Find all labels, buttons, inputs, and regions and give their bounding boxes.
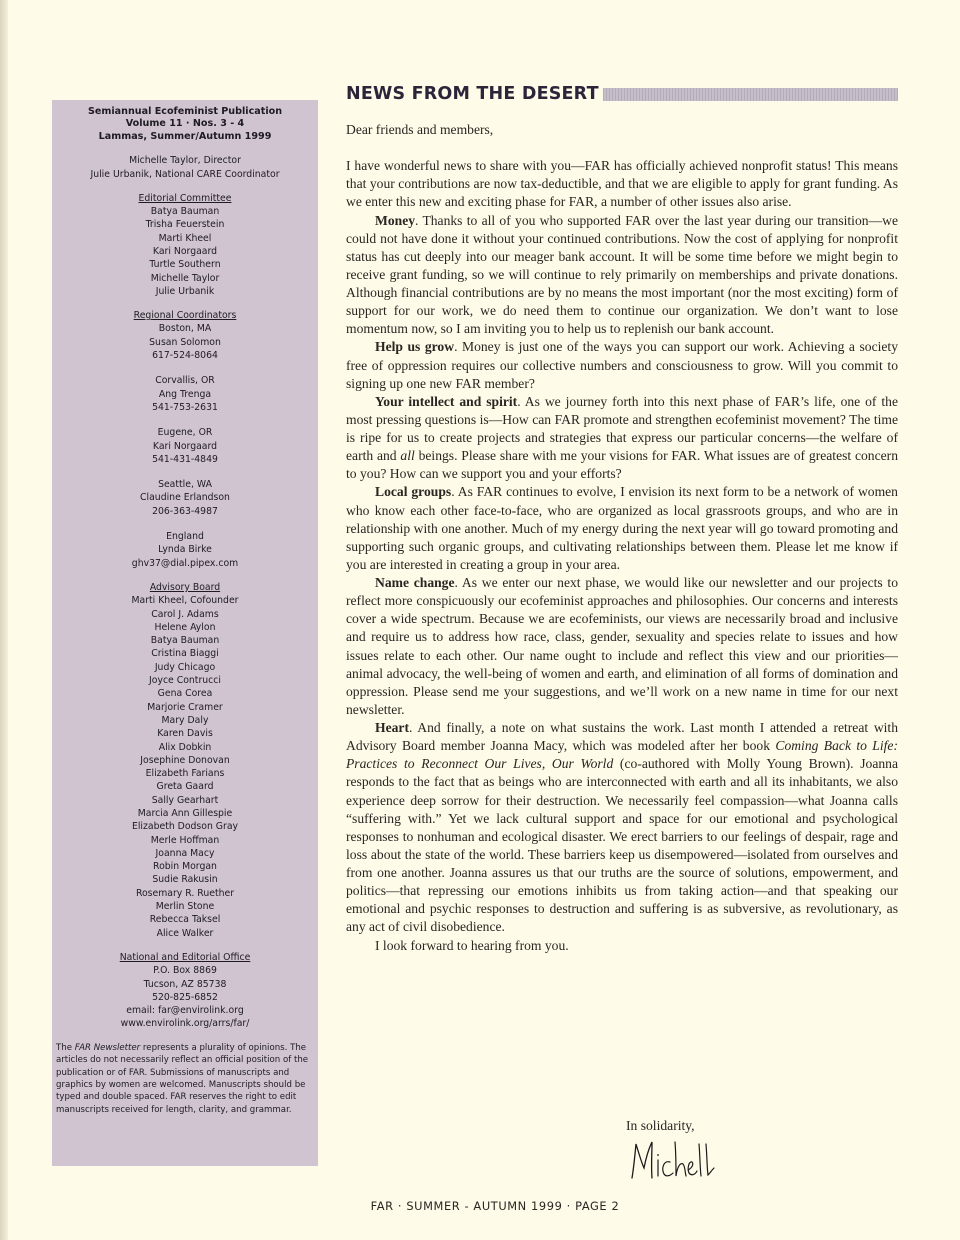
- region-phone: 206-363-4987: [152, 505, 218, 517]
- signoff: In solidarity,: [626, 1118, 695, 1133]
- article-title: NEWS FROM THE DESERT: [346, 82, 603, 106]
- region-place: England: [166, 531, 204, 543]
- paragraph-local-groups: [346, 483, 898, 574]
- office-heading: National and Editorial Office: [119, 951, 251, 963]
- board-member: Karen Davis: [157, 728, 213, 740]
- staff-coordinator: Julie Urbanik, National CARE Coordinator: [90, 168, 280, 180]
- editorial-committee-list: [52, 205, 318, 298]
- paragraph-lead: Name change: [375, 575, 455, 590]
- editorial-disclaimer: [52, 1042, 318, 1116]
- board-member: Carol J. Adams: [151, 608, 219, 620]
- paragraph-grow: [346, 338, 898, 392]
- advisory-board-heading: Advisory Board: [149, 581, 221, 593]
- board-member: Elizabeth Farians: [145, 768, 225, 780]
- board-member: Mary Daly: [161, 714, 209, 726]
- disclaimer-prefix: The: [56, 1042, 75, 1053]
- board-member: Marti Kheel, Cofounder: [131, 595, 239, 607]
- region-email: ghv37@dial.pipex.com: [131, 557, 239, 569]
- disclaimer-newsletter-name: FAR Newsletter: [74, 1042, 141, 1053]
- paragraph-text: . As we enter our next phase, we would like our newsletter and our projects to reflect more conspicuously our ecofeminist approaches and philosophies. Our concerns and interests cover a wide spectrum. Because we are ecofeminists, our views are necessarily broad and inclusive and require us to address how race, class, gender, sexuality and species relate to issues and how issues relate to each other. Our name ought to include and reflect this view and our priorities—animal advocacy, the well-being of women and earth, and elimination of all forms of domination and oppression. Please send me your suggestions, and we’ll work on a new name in time for our next newsletter.: [346, 575, 898, 717]
- article-banner: [346, 82, 898, 106]
- paragraph-lead: Help us grow: [375, 339, 455, 355]
- paragraph-text: . Thanks to all of you who supported FAR over the last year during our transition—we could not have done it without your continued contributions. Now the cost of applying for nonprofit status has cut deeply into our meager bank account. It will be some time before we might begin to receive grant funding, so we will continue to rely primarily on memberships and private donations. Although financial contributions are by no means the most important (nor the most exciting) form of support for our work, we do need them to continue our organization. We don’t want to lose momentum now, so I am inviting you to help us to replenish our bank account.: [346, 212, 898, 337]
- emphasis-all: all: [400, 448, 415, 464]
- staff-director: Michelle Taylor, Director: [129, 155, 241, 167]
- publication-type: Semiannual Ecofeminist Publication: [87, 106, 283, 117]
- board-member: Joyce Contrucci: [149, 675, 221, 687]
- board-member: Batya Bauman: [150, 635, 220, 647]
- committee-member: Julie Urbanik: [155, 285, 215, 297]
- board-member: Merle Hoffman: [150, 834, 220, 846]
- region-phone: 541-753-2631: [152, 401, 218, 413]
- paragraph-lead: Money: [375, 212, 416, 228]
- disclaimer-text: represents a plurality of opinions. The articles do not necessarily reflect an official position of the publication or of FAR. Submissions of manuscripts and graphics by women are welcomed. Manuscripts should be typed and double spaced. FAR reserves the right to edit manuscripts received for length, clarity, and grammar.: [56, 1042, 309, 1115]
- paragraph-text: . As we journey forth into this next phase of FAR’s life, one of the most pressing questions is—How can FAR promote and strengthen ecofeminist movement? The time is ripe for us to create projects and strategies that express our particular concerns—the welfare of earth and: [346, 393, 899, 464]
- book-title: Coming Back to Life: Practices to Reconnect Our Lives, Our World: [346, 738, 898, 772]
- issue-season: Lammas, Summer/Autumn 1999: [98, 130, 272, 142]
- committee-member: Trisha Feuerstein: [145, 219, 225, 231]
- region-corvallis: [52, 374, 318, 414]
- page-footer: FAR · SUMMER - AUTUMN 1999 · PAGE 2: [370, 1199, 620, 1213]
- office-website: www.envirolink.org/arrs/far/: [120, 1018, 250, 1030]
- board-member: Alice Walker: [156, 927, 214, 939]
- paragraph-money: [346, 212, 898, 339]
- region-contact: Kari Norgaard: [152, 440, 218, 452]
- staff-list: [52, 154, 318, 181]
- region-seattle: [52, 478, 318, 518]
- salutation: Dear friends and members,: [346, 122, 494, 137]
- handwritten-signature: [628, 1138, 718, 1184]
- region-place: Boston, MA: [158, 323, 212, 335]
- board-member: Cristina Biaggi: [151, 648, 219, 660]
- paragraph-text: . And finally, a note on what sustains the work. Last month I attended a retreat with Advisory Board member Joanna Macy, which was modeled after her book: [346, 720, 898, 754]
- board-member: Rosemary R. Ruether: [135, 887, 235, 899]
- office-address: [52, 964, 318, 1030]
- paragraph-lead: Your intellect and spirit: [375, 393, 518, 409]
- committee-member: Batya Bauman: [150, 206, 220, 218]
- masthead: [52, 100, 318, 143]
- board-member: Sally Gearhart: [151, 794, 219, 806]
- board-member: Merlin Stone: [155, 901, 215, 913]
- closing-line: I look forward to hearing from you.: [375, 937, 569, 953]
- board-member: Rebecca Taksel: [149, 914, 221, 926]
- board-member: Marjorie Cramer: [147, 701, 223, 713]
- region-place: Seattle, WA: [158, 479, 212, 491]
- masthead-sidebar: [52, 100, 318, 1166]
- paragraph-text: . As FAR continues to evolve, I envision its next form to be a network of women who know each other face-to-face, who are organized as local grassroots groups, and who are in relationship with one another. Much of my energy during the next year will go toward promoting and supporting such organic groups, and cultivating relationships between them. Please let me know if you are interested in creating a group in your area.: [346, 484, 898, 572]
- page-edge: [0, 0, 8, 1240]
- paragraph-text: beings. Please share with me your visions for FAR. What issues are of greatest concern to you? How can we support you and your efforts?: [346, 448, 898, 482]
- paragraph-text: (co-authored with Molly Young Brown). Joanna responds to the fact that as beings who are interconnected with earth and all its inhabitants, we also experience deep sorrow for their destruction. We necessarily feel compassion—what Joanna calls “suffering with.” Yet we lack cultural support and space for our emotional and psychological responses to nonhuman and ecological disaster. We erect barriers to our feelings of despair, rage and loss about the state of the world. These barriers keep us disempowered—isolated from ourselves and from one another. Joanna assures us that our truths are the source of solutions, empowerment, and politics—that repressing our emotions inhibits us from taking action—and that speaking our emotional and psychic responses to destruction and suffering is as subversive, as revolutionary, as any act of civil disobedience.: [346, 756, 898, 935]
- committee-member: Kari Norgaard: [152, 246, 218, 257]
- article: [346, 82, 898, 955]
- board-member: Alix Dobkin: [158, 741, 212, 753]
- board-member: Josephine Donovan: [140, 754, 230, 766]
- region-place: Corvallis, OR: [155, 375, 215, 387]
- board-member: Gena Corea: [157, 688, 213, 700]
- board-member: Judy Chicago: [154, 661, 216, 673]
- paragraph-intro: I have wonderful news to share with you—FAR has officially achieved nonprofit status! This means that your contributions are now tax-deductible, and that we are eligible to apply for grant funding. As we enter this new and exciting phase for FAR, a number of other issues also arise.: [346, 158, 898, 210]
- region-phone: 541-431-4849: [152, 453, 218, 465]
- region-eugene: [52, 426, 318, 466]
- committee-member: Marti Kheel: [158, 232, 212, 244]
- board-member: Greta Gaard: [156, 781, 214, 793]
- office-phone: 520-825-6852: [152, 991, 218, 1003]
- board-member: Joanna Macy: [155, 847, 215, 859]
- paragraph-heart: [346, 719, 898, 937]
- paragraph-lead: Heart: [375, 720, 409, 735]
- board-member: Sudie Rakusin: [152, 874, 218, 886]
- committee-member: Michelle Taylor: [150, 272, 220, 284]
- office-po-box: P.O. Box 8869: [153, 965, 217, 977]
- volume-number: Volume 11 · Nos. 3 - 4: [125, 118, 245, 130]
- advisory-board-list: [52, 594, 318, 940]
- board-member: Elizabeth Dodson Gray: [131, 821, 239, 833]
- region-phone: 617-524-8064: [152, 350, 218, 362]
- committee-member: Turtle Southern: [149, 259, 221, 271]
- region-contact: Ang Trenga: [158, 388, 212, 400]
- region-place: Eugene, OR: [157, 427, 213, 439]
- regional-coordinators-heading: Regional Coordinators: [133, 310, 237, 322]
- board-member: Robin Morgan: [153, 861, 217, 873]
- office-email: email: far@envirolink.org: [126, 1005, 244, 1017]
- region-contact: Susan Solomon: [149, 336, 221, 348]
- paragraph-lead: Local groups: [375, 484, 452, 500]
- paragraph-name-change: [346, 574, 898, 719]
- region-contact: Claudine Erlandson: [140, 492, 230, 504]
- board-member: Helene Aylon: [154, 621, 216, 633]
- office-city: Tucson, AZ 85738: [143, 978, 227, 990]
- region-contact: Lynda Birke: [158, 544, 212, 556]
- region-england: [52, 530, 318, 570]
- article-body: [346, 121, 898, 955]
- paragraph-intellect: [346, 393, 898, 484]
- region-boston: [52, 322, 318, 362]
- board-member: Marcia Ann Gillespie: [137, 807, 233, 819]
- paragraph-text: . Money is just one of the ways you can support our work. Achieving a society free of oppression requires our collective numbers and consciousness to grow. Will you commit to signing up one new FAR member?: [346, 339, 899, 391]
- editorial-committee-heading: Editorial Committee: [138, 192, 232, 204]
